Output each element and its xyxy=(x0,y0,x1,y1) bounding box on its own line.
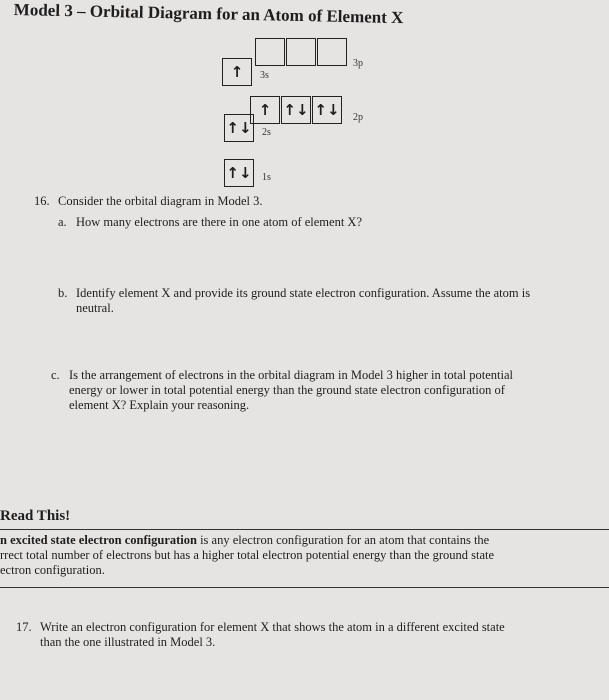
orbital-label-3s: 3s xyxy=(260,70,269,81)
divider xyxy=(0,529,609,530)
orbital-label-2p: 2p xyxy=(353,112,363,123)
question-text: How many electrons are there in one atom of element X? xyxy=(76,215,362,229)
orbital-box-3p-2 xyxy=(286,38,316,66)
question-16a xyxy=(58,215,362,230)
read-this-heading: Read This! xyxy=(0,508,71,524)
question-text-line: energy or lower in total potential energy than the ground state electron configuration of xyxy=(69,383,505,397)
question-text-line: Identify element X and provide its ground state electron configuration. Assume the atom is xyxy=(76,286,531,300)
sub-letter: c. xyxy=(51,368,60,382)
question-text-line: element X? Explain your reasoning. xyxy=(69,398,250,412)
read-this-rest: is any electron configuration for an atom that contains the xyxy=(196,533,490,547)
question-17 xyxy=(16,620,600,650)
read-this-line xyxy=(0,533,605,548)
read-this-line: rrect total number of electrons but has a higher total electron potential energy than the ground state xyxy=(0,548,495,562)
divider xyxy=(0,587,609,588)
sub-letter: b. xyxy=(58,286,68,300)
question-16 xyxy=(34,194,263,209)
question-text-line: than the one illustrated in Model 3. xyxy=(40,635,216,649)
orbital-box-3p-1 xyxy=(255,38,285,66)
question-text-line: neutral. xyxy=(76,301,114,315)
question-stem: Consider the orbital diagram in Model 3. xyxy=(58,194,263,208)
orbital-label-1s: 1s xyxy=(262,172,271,183)
read-this-line: ectron configuration. xyxy=(0,563,105,577)
question-16b xyxy=(58,286,586,316)
orbital-box-2p-3: ↑↓ xyxy=(312,96,342,124)
orbital-box-3p-3 xyxy=(317,38,347,66)
question-16c xyxy=(51,368,589,413)
orbital-box-2s: ↑↓ xyxy=(224,114,254,142)
question-text-line: Is the arrangement of electrons in the orbital diagram in Model 3 higher in total potential xyxy=(69,368,513,382)
question-number: 16. xyxy=(34,194,50,208)
model-title: Model 3 – Orbital Diagram for an Atom of Element X xyxy=(13,0,404,28)
orbital-box-3s: ↑ xyxy=(222,58,252,86)
term-bold: n excited state electron configuration xyxy=(0,533,197,547)
question-number: 17. xyxy=(16,620,32,634)
orbital-box-2p-2: ↑↓ xyxy=(281,96,311,124)
sub-letter: a. xyxy=(58,215,67,229)
orbital-box-2p-1: ↑ xyxy=(250,96,280,124)
orbital-box-1s: ↑↓ xyxy=(224,159,254,187)
read-this-body xyxy=(0,533,605,578)
orbital-label-2s: 2s xyxy=(262,127,271,138)
question-text-line: Write an electron configuration for element X that shows the atom in a different excited state xyxy=(40,620,505,634)
orbital-label-3p: 3p xyxy=(353,58,363,69)
